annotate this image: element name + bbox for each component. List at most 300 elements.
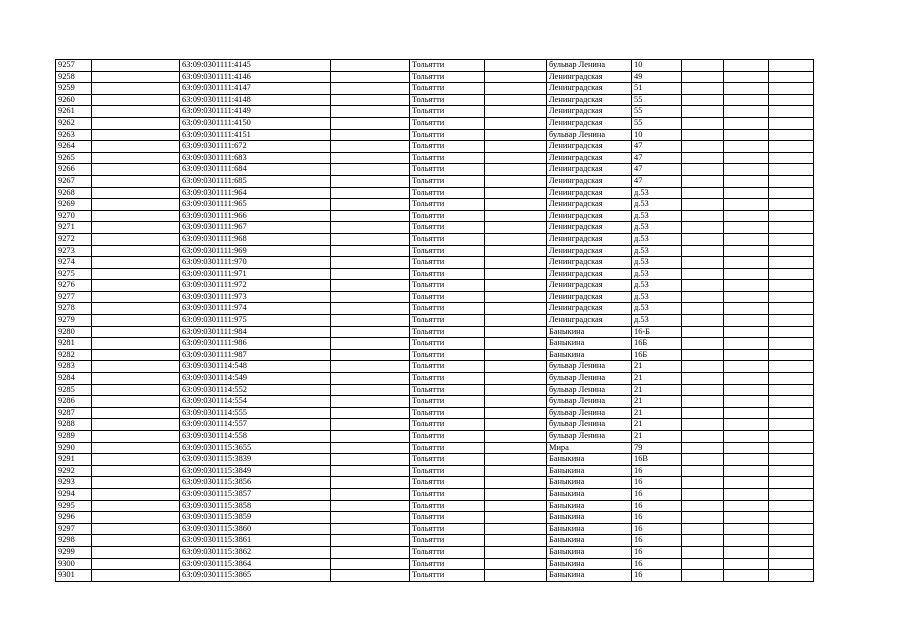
empty-cell [485, 361, 547, 373]
empty-cell [724, 315, 769, 327]
city-cell: Тольятти [410, 106, 485, 118]
street-cell: Ленинградская [547, 245, 632, 257]
empty-cell [682, 384, 724, 396]
empty-cell [769, 315, 814, 327]
empty-cell [485, 60, 547, 72]
empty-cell [769, 349, 814, 361]
empty-cell [724, 60, 769, 72]
empty-cell [682, 431, 724, 443]
cadastral-number-cell: 63:09:0301111:968 [180, 233, 331, 245]
table-row [56, 210, 814, 222]
city-cell: Тольятти [410, 512, 485, 524]
empty-cell [682, 315, 724, 327]
empty-cell [769, 233, 814, 245]
table-row [56, 117, 814, 129]
empty-cell [331, 546, 410, 558]
empty-cell [92, 477, 180, 489]
empty-cell [682, 164, 724, 176]
row-number-cell: 9266 [56, 164, 92, 176]
empty-cell [331, 454, 410, 466]
empty-cell [769, 558, 814, 570]
empty-cell [485, 535, 547, 547]
city-cell: Тольятти [410, 83, 485, 95]
empty-cell [485, 373, 547, 385]
street-cell: бульвар Ленина [547, 373, 632, 385]
empty-cell [682, 454, 724, 466]
empty-cell [485, 488, 547, 500]
city-cell: Тольятти [410, 558, 485, 570]
empty-cell [682, 500, 724, 512]
empty-cell [331, 442, 410, 454]
table-row [56, 94, 814, 106]
empty-cell [682, 94, 724, 106]
cadastral-number-cell: 63:09:0301111:973 [180, 291, 331, 303]
table-row [56, 546, 814, 558]
empty-cell [92, 512, 180, 524]
table-row [56, 454, 814, 466]
empty-cell [92, 117, 180, 129]
cadastral-number-cell: 63:09:0301111:984 [180, 326, 331, 338]
table-row [56, 396, 814, 408]
row-number-cell: 9261 [56, 106, 92, 118]
table-row [56, 558, 814, 570]
empty-cell [485, 396, 547, 408]
cadastral-number-cell: 63:09:0301111:974 [180, 303, 331, 315]
cadastral-number-cell: 63:09:0301111:970 [180, 257, 331, 269]
cadastral-number-cell: 63:09:0301115:3857 [180, 488, 331, 500]
empty-cell [682, 512, 724, 524]
house-number-cell: 16Б [632, 338, 682, 350]
empty-cell [331, 500, 410, 512]
cadastral-number-cell: 63:09:0301115:3858 [180, 500, 331, 512]
empty-cell [92, 373, 180, 385]
house-number-cell: д.53 [632, 210, 682, 222]
empty-cell [331, 373, 410, 385]
empty-cell [92, 326, 180, 338]
row-number-cell: 9263 [56, 129, 92, 141]
empty-cell [92, 570, 180, 582]
house-number-cell: 16 [632, 488, 682, 500]
empty-cell [724, 210, 769, 222]
cadastral-number-cell: 63:09:0301111:967 [180, 222, 331, 234]
empty-cell [682, 535, 724, 547]
cadastral-number-cell: 63:09:0301115:3849 [180, 465, 331, 477]
empty-cell [485, 199, 547, 211]
empty-cell [682, 245, 724, 257]
empty-cell [92, 465, 180, 477]
empty-cell [769, 164, 814, 176]
empty-cell [485, 303, 547, 315]
cadastral-number-cell: 63:09:0301111:4145 [180, 60, 331, 72]
house-number-cell: 16 [632, 570, 682, 582]
empty-cell [485, 245, 547, 257]
table-row [56, 442, 814, 454]
empty-cell [682, 291, 724, 303]
house-number-cell: д.53 [632, 199, 682, 211]
empty-cell [724, 152, 769, 164]
empty-cell [682, 268, 724, 280]
empty-cell [769, 419, 814, 431]
empty-cell [485, 117, 547, 129]
table-row [56, 233, 814, 245]
empty-cell [485, 268, 547, 280]
empty-cell [769, 175, 814, 187]
street-cell: Ленинградская [547, 291, 632, 303]
cadastral-number-cell: 63:09:0301111:987 [180, 349, 331, 361]
row-number-cell: 9293 [56, 477, 92, 489]
empty-cell [724, 280, 769, 292]
empty-cell [724, 164, 769, 176]
cadastral-number-cell: 63:09:0301111:4151 [180, 129, 331, 141]
cadastral-number-cell: 63:09:0301115:3856 [180, 477, 331, 489]
empty-cell [485, 315, 547, 327]
city-cell: Тольятти [410, 419, 485, 431]
city-cell: Тольятти [410, 117, 485, 129]
empty-cell [485, 442, 547, 454]
empty-cell [331, 245, 410, 257]
empty-cell [769, 512, 814, 524]
empty-cell [769, 431, 814, 443]
empty-cell [682, 257, 724, 269]
empty-cell [92, 523, 180, 535]
empty-cell [485, 407, 547, 419]
table-row [56, 257, 814, 269]
cadastral-number-cell: 63:09:0301111:966 [180, 210, 331, 222]
empty-cell [724, 233, 769, 245]
table-row [56, 280, 814, 292]
row-number-cell: 9294 [56, 488, 92, 500]
empty-cell [331, 106, 410, 118]
empty-cell [682, 117, 724, 129]
cadastral-number-cell: 63:09:0301111:972 [180, 280, 331, 292]
street-cell: Ленинградская [547, 94, 632, 106]
empty-cell [769, 500, 814, 512]
empty-cell [485, 164, 547, 176]
street-cell: Баныкина [547, 465, 632, 477]
empty-cell [682, 106, 724, 118]
city-cell: Тольятти [410, 268, 485, 280]
empty-cell [682, 442, 724, 454]
row-number-cell: 9301 [56, 570, 92, 582]
city-cell: Тольятти [410, 407, 485, 419]
empty-cell [769, 152, 814, 164]
empty-cell [769, 523, 814, 535]
empty-cell [769, 245, 814, 257]
row-number-cell: 9297 [56, 523, 92, 535]
empty-cell [331, 512, 410, 524]
table-row [56, 488, 814, 500]
cadastral-number-cell: 63:09:0301115:3862 [180, 546, 331, 558]
row-number-cell: 9278 [56, 303, 92, 315]
empty-cell [769, 60, 814, 72]
house-number-cell: 21 [632, 361, 682, 373]
street-cell: Баныкина [547, 349, 632, 361]
table-row [56, 349, 814, 361]
empty-cell [682, 175, 724, 187]
street-cell: Баныкина [547, 477, 632, 489]
empty-cell [331, 361, 410, 373]
table-row [56, 60, 814, 72]
empty-cell [724, 83, 769, 95]
empty-cell [682, 477, 724, 489]
empty-cell [724, 442, 769, 454]
empty-cell [724, 361, 769, 373]
cadastral-number-cell: 63:09:0301115:3860 [180, 523, 331, 535]
street-cell: Ленинградская [547, 164, 632, 176]
table-row [56, 338, 814, 350]
empty-cell [682, 488, 724, 500]
empty-cell [92, 210, 180, 222]
house-number-cell: 16 [632, 512, 682, 524]
table-row [56, 465, 814, 477]
empty-cell [682, 210, 724, 222]
empty-cell [682, 303, 724, 315]
empty-cell [682, 396, 724, 408]
street-cell: бульвар Ленина [547, 129, 632, 141]
table-row [56, 303, 814, 315]
empty-cell [682, 141, 724, 153]
city-cell: Тольятти [410, 199, 485, 211]
empty-cell [682, 60, 724, 72]
empty-cell [769, 326, 814, 338]
street-cell: Ленинградская [547, 315, 632, 327]
empty-cell [331, 407, 410, 419]
cadastral-number-cell: 63:09:0301111:969 [180, 245, 331, 257]
street-cell: бульвар Ленина [547, 60, 632, 72]
empty-cell [769, 373, 814, 385]
empty-cell [331, 164, 410, 176]
table-row [56, 106, 814, 118]
empty-cell [682, 187, 724, 199]
table-row [56, 164, 814, 176]
empty-cell [485, 431, 547, 443]
empty-cell [92, 268, 180, 280]
row-number-cell: 9267 [56, 175, 92, 187]
empty-cell [769, 303, 814, 315]
empty-cell [724, 512, 769, 524]
empty-cell [485, 454, 547, 466]
house-number-cell: 16 [632, 523, 682, 535]
table-row [56, 407, 814, 419]
house-number-cell: 21 [632, 384, 682, 396]
city-cell: Тольятти [410, 338, 485, 350]
empty-cell [682, 83, 724, 95]
empty-cell [724, 117, 769, 129]
house-number-cell: 55 [632, 117, 682, 129]
empty-cell [331, 419, 410, 431]
street-cell: Баныкина [547, 535, 632, 547]
empty-cell [769, 396, 814, 408]
data-table [55, 59, 814, 582]
empty-cell [769, 384, 814, 396]
cadastral-number-cell: 63:09:0301114:552 [180, 384, 331, 396]
street-cell: Баныкина [547, 488, 632, 500]
cadastral-number-cell: 63:09:0301111:964 [180, 187, 331, 199]
house-number-cell: д.53 [632, 315, 682, 327]
empty-cell [331, 488, 410, 500]
empty-cell [682, 465, 724, 477]
spreadsheet [55, 59, 814, 582]
empty-cell [331, 222, 410, 234]
row-number-cell: 9300 [56, 558, 92, 570]
cadastral-number-cell: 63:09:0301111:4150 [180, 117, 331, 129]
empty-cell [485, 523, 547, 535]
row-number-cell: 9283 [56, 361, 92, 373]
empty-cell [485, 570, 547, 582]
row-number-cell: 9299 [56, 546, 92, 558]
empty-cell [485, 187, 547, 199]
empty-cell [485, 83, 547, 95]
empty-cell [769, 488, 814, 500]
empty-cell [724, 291, 769, 303]
empty-cell [331, 291, 410, 303]
row-number-cell: 9296 [56, 512, 92, 524]
empty-cell [92, 546, 180, 558]
city-cell: Тольятти [410, 257, 485, 269]
city-cell: Тольятти [410, 396, 485, 408]
empty-cell [724, 546, 769, 558]
cadastral-number-cell: 63:09:0301111:4147 [180, 83, 331, 95]
city-cell: Тольятти [410, 175, 485, 187]
empty-cell [724, 419, 769, 431]
empty-cell [331, 396, 410, 408]
row-number-cell: 9262 [56, 117, 92, 129]
empty-cell [485, 129, 547, 141]
empty-cell [92, 384, 180, 396]
empty-cell [485, 512, 547, 524]
street-cell: бульвар Ленина [547, 431, 632, 443]
row-number-cell: 9271 [56, 222, 92, 234]
empty-cell [769, 71, 814, 83]
table-row [56, 71, 814, 83]
empty-cell [92, 338, 180, 350]
empty-cell [331, 83, 410, 95]
empty-cell [331, 465, 410, 477]
empty-cell [769, 94, 814, 106]
empty-cell [485, 222, 547, 234]
empty-cell [682, 361, 724, 373]
table-row [56, 523, 814, 535]
table-row [56, 512, 814, 524]
table-row [56, 570, 814, 582]
row-number-cell: 9275 [56, 268, 92, 280]
house-number-cell: 51 [632, 83, 682, 95]
table-row [56, 315, 814, 327]
city-cell: Тольятти [410, 535, 485, 547]
house-number-cell: 10 [632, 129, 682, 141]
empty-cell [92, 233, 180, 245]
row-number-cell: 9258 [56, 71, 92, 83]
empty-cell [92, 419, 180, 431]
row-number-cell: 9280 [56, 326, 92, 338]
street-cell: Баныкина [547, 338, 632, 350]
empty-cell [724, 349, 769, 361]
row-number-cell: 9290 [56, 442, 92, 454]
street-cell: Баныкина [547, 523, 632, 535]
table-row [56, 384, 814, 396]
cadastral-number-cell: 63:09:0301115:3839 [180, 454, 331, 466]
empty-cell [769, 407, 814, 419]
street-cell: Баныкина [547, 454, 632, 466]
cadastral-number-cell: 63:09:0301111:975 [180, 315, 331, 327]
row-number-cell: 9292 [56, 465, 92, 477]
table-row [56, 199, 814, 211]
empty-cell [331, 187, 410, 199]
empty-cell [769, 210, 814, 222]
row-number-cell: 9276 [56, 280, 92, 292]
empty-cell [682, 326, 724, 338]
empty-cell [331, 326, 410, 338]
empty-cell [769, 280, 814, 292]
empty-cell [92, 407, 180, 419]
empty-cell [485, 338, 547, 350]
table-row [56, 83, 814, 95]
street-cell: бульвар Ленина [547, 361, 632, 373]
empty-cell [485, 291, 547, 303]
empty-cell [682, 523, 724, 535]
street-cell: Баныкина [547, 546, 632, 558]
cadastral-number-cell: 63:09:0301115:3859 [180, 512, 331, 524]
empty-cell [724, 303, 769, 315]
house-number-cell: 55 [632, 106, 682, 118]
street-cell: Ленинградская [547, 175, 632, 187]
empty-cell [682, 558, 724, 570]
street-cell: Ленинградская [547, 152, 632, 164]
row-number-cell: 9298 [56, 535, 92, 547]
city-cell: Тольятти [410, 488, 485, 500]
street-cell: Ленинградская [547, 222, 632, 234]
house-number-cell: 47 [632, 152, 682, 164]
house-number-cell: 49 [632, 71, 682, 83]
empty-cell [92, 349, 180, 361]
empty-cell [92, 175, 180, 187]
empty-cell [92, 257, 180, 269]
empty-cell [92, 454, 180, 466]
city-cell: Тольятти [410, 465, 485, 477]
city-cell: Тольятти [410, 500, 485, 512]
empty-cell [485, 71, 547, 83]
city-cell: Тольятти [410, 164, 485, 176]
empty-cell [485, 500, 547, 512]
empty-cell [682, 570, 724, 582]
empty-cell [724, 338, 769, 350]
cadastral-number-cell: 63:09:0301111:971 [180, 268, 331, 280]
empty-cell [724, 570, 769, 582]
empty-cell [769, 338, 814, 350]
empty-cell [682, 546, 724, 558]
empty-cell [92, 315, 180, 327]
empty-cell [331, 431, 410, 443]
empty-cell [769, 268, 814, 280]
empty-cell [92, 558, 180, 570]
house-number-cell: 21 [632, 431, 682, 443]
empty-cell [485, 257, 547, 269]
empty-cell [331, 152, 410, 164]
empty-cell [92, 152, 180, 164]
cadastral-number-cell: 63:09:0301111:4146 [180, 71, 331, 83]
cadastral-number-cell: 63:09:0301115:3864 [180, 558, 331, 570]
row-number-cell: 9291 [56, 454, 92, 466]
house-number-cell: 47 [632, 141, 682, 153]
empty-cell [92, 396, 180, 408]
cadastral-number-cell: 63:09:0301114:557 [180, 419, 331, 431]
street-cell: Ленинградская [547, 233, 632, 245]
city-cell: Тольятти [410, 233, 485, 245]
city-cell: Тольятти [410, 384, 485, 396]
table-body [56, 60, 814, 582]
empty-cell [682, 338, 724, 350]
house-number-cell: 10 [632, 60, 682, 72]
